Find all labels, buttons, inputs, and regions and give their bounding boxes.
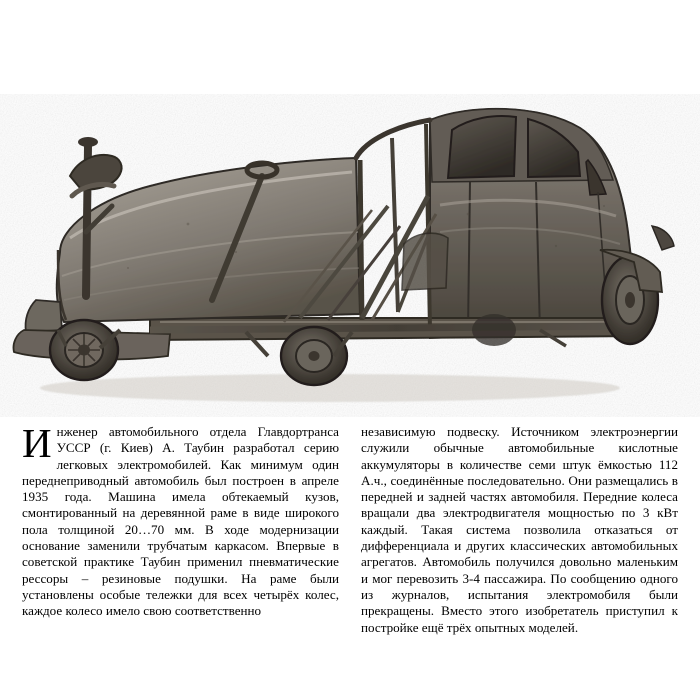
mid-wheel: [281, 327, 347, 385]
article-column-right: [361, 424, 678, 636]
drop-cap: И: [22, 420, 52, 466]
article-body: [0, 420, 700, 700]
paragraph-right: независимую подвеску. Источником электроэнергии служили обычные автомобильные кислотные аккумуляторы в количестве семи штук ёмкостью 112 А.ч., соединённые последовательно. Они размещались в передней и задней частях автомобиля. Передние колеса вращали два электродвигателя мощностью по 3 кВт каждый. Такая система позволила отказаться от дифференциала и других классических автомобильных агрегатов. Автомобиль получился довольно маленьким и мог перевозить 3-4 пассажира. По сообщению одного из журналов, испытания электромобиля были прекращены. Вместо этого изобретатель приступил к постройке ещё трёх опытных моделей.: [361, 424, 678, 635]
paragraph-left: [22, 420, 339, 620]
front-wheel: [50, 320, 118, 380]
article-column-left: [22, 420, 339, 620]
paragraph-left-text: нженер автомобильного отдела Главдортранса УССР (г. Киев) А. Таубин разработал серию легковых электромобилей. Как минимум один переднеприводный автомобиль был построен в апреле 1935 года. Машина имела обтекаемый кузов, смонтированный на деревянной раме в виде широкого пола толщиной 20…70 мм. В ходе модернизации основание заменили трубчатым каркасом. Впервые в советской практике Таубин применил пневматические рессоры – резиновые подушки. На раме были установлены особые тележки для всех четырёх колес, каждое колесо имело свою соответственно: [22, 424, 339, 619]
